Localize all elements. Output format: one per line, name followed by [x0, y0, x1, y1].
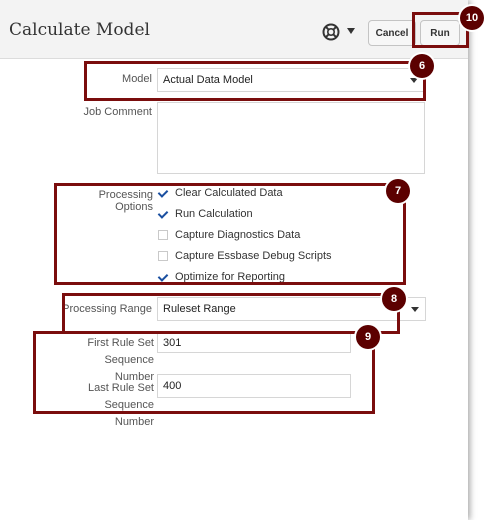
cancel-button[interactable]: Cancel [368, 20, 416, 46]
option-label: Run Calculation [175, 208, 253, 220]
callout-box-6 [84, 61, 426, 101]
help-lifebuoy-icon[interactable] [322, 23, 340, 41]
callout-badge-8: 8 [382, 287, 406, 311]
run-button[interactable]: Run [420, 20, 460, 46]
callout-badge-9: 9 [356, 325, 380, 349]
first-rule-set-label-line2: Number [114, 371, 154, 383]
callout-badge-10: 10 [460, 6, 484, 30]
callout-badge-7: 7 [386, 179, 410, 203]
processing-range-select-value: Ruleset Range [163, 303, 236, 315]
help-menu-chevron-down-icon[interactable] [347, 28, 355, 34]
processing-range-chevron-down-icon [411, 307, 419, 312]
last-rule-set-label-line1: Last Rule Set Sequence [87, 382, 154, 411]
option-label: Clear Calculated Data [175, 187, 283, 199]
dialog-title: Calculate Model [9, 20, 150, 40]
option-label: Capture Essbase Debug Scripts [175, 250, 332, 262]
job-comment-textarea[interactable] [157, 102, 425, 174]
model-label: Model [122, 73, 152, 85]
callout-box-8 [62, 293, 400, 334]
model-select-value: Actual Data Model [163, 74, 253, 86]
callout-box-7 [54, 183, 406, 285]
first-rule-set-value: 301 [163, 337, 182, 349]
job-comment-label: Job Comment [83, 106, 152, 118]
processing-range-label: Processing Range [62, 303, 152, 315]
last-rule-set-label-line2: Number [114, 416, 154, 428]
processing-options-label: Processing Options [98, 189, 153, 213]
first-rule-set-label-line1: First Rule Set Sequence [87, 337, 154, 366]
option-label: Optimize for Reporting [175, 271, 286, 283]
callout-box-9 [33, 331, 375, 414]
callout-badge-6: 6 [410, 54, 434, 78]
dialog-header [0, 0, 468, 59]
option-label: Capture Diagnostics Data [175, 229, 301, 241]
last-rule-set-value: 400 [163, 380, 182, 392]
